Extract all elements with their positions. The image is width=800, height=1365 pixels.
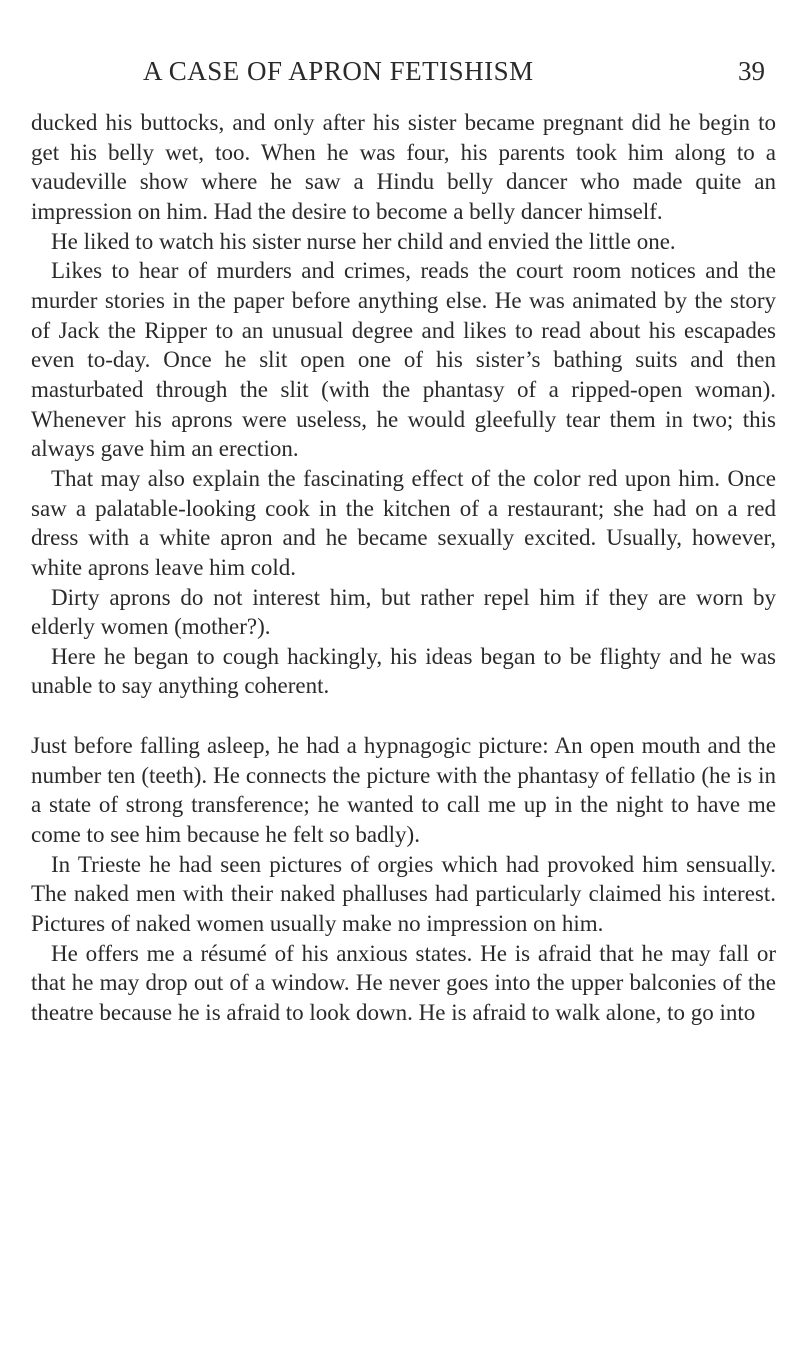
- page-header: [0, 56, 800, 96]
- paragraph-sister-nurse: He liked to watch his sister nurse her child and envied the little one.: [51, 228, 676, 254]
- paragraph-hypnagogic: Just before falling asleep, he had a hypnagogic picture: An open mouth and the number ten (teeth). He connects the picture with the phantasy of fellatio (he is in a state of strong transference; he wanted to call me up in the night to have me come to see him because he felt so badly).: [31, 733, 776, 848]
- paragraph-dirty-aprons: Dirty aprons do not interest him, but rather repel him if they are worn by elderly women (mother?).: [31, 584, 776, 640]
- paragraph-color-red: That may also explain the fascinating effect of the color red upon him. Once saw a palatable-looking cook in the kitchen of a restaurant; she had on a red dress with a white apron and he became sexually excited. Usually, however, white aprons leave him cold.: [31, 465, 776, 580]
- paragraph-murders: Likes to hear of murders and crimes, reads the court room notices and the murder stories in the paper before anything else. He was animated by the story of Jack the Ripper to an unusual degree and likes to read about his escapades even to-day. Once he slit open one of his sister’s bathing suits and then masturbated through the slit (with the phantasy of a ripped-open woman). Whenever his aprons were useless, he would gleefully tear them in two; this always gave him an erection.: [31, 258, 776, 462]
- paragraph-continued: ducked his buttocks, and only after his sister became pregnant did he begin to get his belly wet, too. When he was four, his parents took him along to a vaudeville show where he saw a Hindu belly dancer who made quite an impression on him. Had the desire to become a belly dancer himself.: [31, 110, 776, 224]
- page-number: 39: [738, 56, 765, 86]
- paragraph-anxious-states: He offers me a résumé of his anxious states. He is afraid that he may fall or that he may drop out of a window. He never goes into the upper balconies of the theatre because he is afraid to look down. He is afraid to walk alone, to go into: [31, 940, 776, 1026]
- paragraph-trieste: In Trieste he had seen pictures of orgies which had provoked him sensually. The naked men with their naked phalluses had particularly claimed his interest. Pictures of naked women usually make no impression on him.: [31, 851, 776, 937]
- paragraph-cough: Here he began to cough hackingly, his ideas began to be flighty and he was unable to say anything coherent.: [31, 643, 776, 699]
- body-text: [31, 108, 776, 1028]
- running-head: A CASE OF APRON FETISHISM: [143, 56, 534, 86]
